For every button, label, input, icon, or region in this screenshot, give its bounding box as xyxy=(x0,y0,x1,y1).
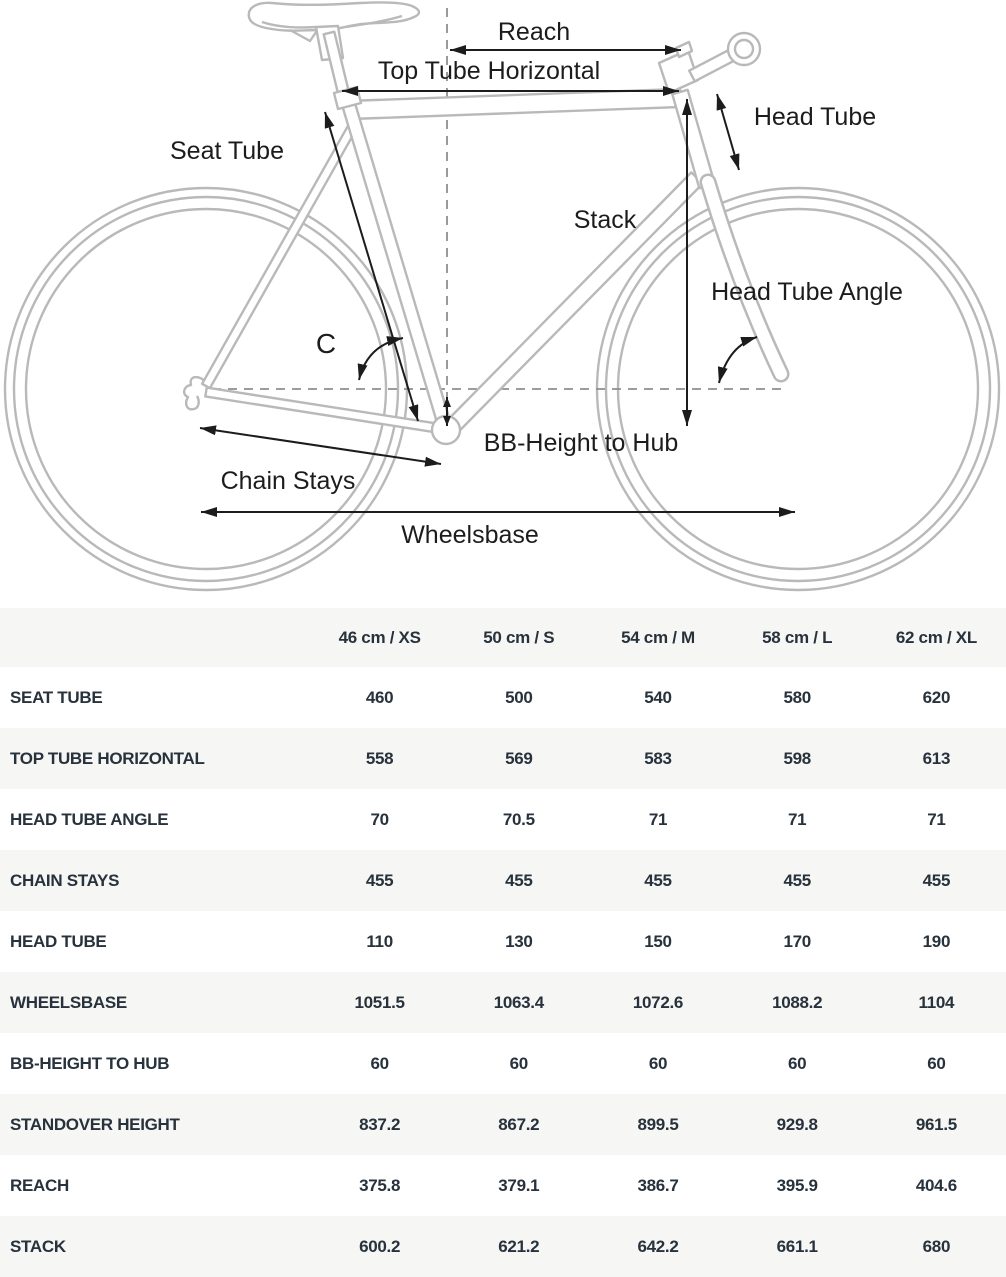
geometry-value-cell: 569 xyxy=(505,748,533,768)
head-tube-angle-arc xyxy=(719,337,757,383)
geometry-value-cell: 613 xyxy=(922,748,951,768)
geometry-value-cell: 837.2 xyxy=(359,1114,401,1134)
top-tube xyxy=(347,89,680,119)
geometry-value-cell: 455 xyxy=(783,870,811,890)
geometry-value-cell: 583 xyxy=(644,748,672,768)
geometry-value-cell: 580 xyxy=(783,687,811,707)
geometry-value-cell: 961.5 xyxy=(915,1114,957,1134)
geometry-value-cell: 621.2 xyxy=(498,1236,540,1256)
geometry-value-cell: 1063.4 xyxy=(493,992,544,1012)
geometry-value-cell: 404.6 xyxy=(915,1175,957,1195)
geometry-row-label: STACK xyxy=(10,1236,66,1256)
table-row xyxy=(0,667,1006,728)
table-row xyxy=(0,972,1006,1033)
size-column-header: 50 cm / S xyxy=(483,627,555,647)
geometry-value-cell: 867.2 xyxy=(498,1114,540,1134)
size-column-header: 58 cm / L xyxy=(762,627,833,647)
geometry-table-section xyxy=(0,608,1006,1277)
size-header-row xyxy=(0,608,1006,667)
geometry-value-cell: 642.2 xyxy=(637,1236,679,1256)
chain-stays-arrow xyxy=(200,428,441,464)
geometry-value-cell: 375.8 xyxy=(359,1175,401,1195)
reach-label: Reach xyxy=(497,18,571,46)
geometry-value-cell: 1104 xyxy=(918,992,955,1012)
geometry-value-cell: 71 xyxy=(927,809,946,829)
geometry-value-cell: 379.1 xyxy=(498,1175,540,1195)
geometry-value-cell: 500 xyxy=(505,687,533,707)
geometry-value-cell: 1088.2 xyxy=(772,992,823,1012)
geometry-value-cell: 1072.6 xyxy=(632,992,684,1012)
head-tube-angle-label: Head Tube Angle xyxy=(711,278,903,306)
geometry-value-cell: 598 xyxy=(783,748,811,768)
geometry-value-cell: 110 xyxy=(366,931,393,951)
geometry-value-cell: 899.5 xyxy=(637,1114,679,1134)
corner-cell xyxy=(0,608,310,667)
seat-tube-label: Seat Tube xyxy=(170,137,284,165)
head-tube-label: Head Tube xyxy=(753,103,877,131)
table-row xyxy=(0,1033,1006,1094)
geometry-table xyxy=(0,608,1006,1277)
geometry-value-cell: 929.8 xyxy=(776,1114,818,1134)
geometry-value-cell: 558 xyxy=(365,748,394,768)
wheelsbase-label: Wheelsbase xyxy=(401,521,539,549)
geometry-value-cell: 71 xyxy=(648,809,668,829)
geometry-table-body xyxy=(0,667,1006,1277)
geometry-value-cell: 661.1 xyxy=(776,1236,818,1256)
geometry-value-cell: 60 xyxy=(648,1053,668,1073)
geometry-value-cell: 455 xyxy=(922,870,951,890)
head-tube-arrow xyxy=(717,94,739,170)
table-row xyxy=(0,789,1006,850)
chain-stays-label: Chain Stays xyxy=(220,467,356,495)
geometry-value-cell: 386.7 xyxy=(637,1175,679,1195)
geometry-row-label: HEAD TUBE ANGLE xyxy=(10,809,169,829)
table-row xyxy=(0,1216,1006,1277)
geometry-row-label: WHEELSBASE xyxy=(10,992,127,1012)
front-wheel xyxy=(597,188,999,590)
geometry-value-cell: 540 xyxy=(644,687,672,707)
geometry-value-cell: 190 xyxy=(922,931,951,951)
bike-geometry-svg xyxy=(0,0,1006,600)
geometry-value-cell: 620 xyxy=(922,687,951,707)
size-column-header: 54 cm / M xyxy=(621,627,695,647)
geometry-value-cell: 600.2 xyxy=(359,1236,401,1256)
bb-height-to-hub-label: BB-Height to Hub xyxy=(483,429,679,457)
geometry-row-label: CHAIN STAYS xyxy=(10,870,120,890)
bike-geometry-diagram xyxy=(0,0,1006,600)
geometry-value-cell: 60 xyxy=(927,1053,946,1073)
geometry-table-header xyxy=(0,608,1006,667)
table-row xyxy=(0,728,1006,789)
handlebar-grip-inner xyxy=(735,40,753,58)
geometry-row-label: HEAD TUBE xyxy=(10,931,107,951)
geometry-value-cell: 60 xyxy=(370,1053,389,1073)
geometry-value-cell: 680 xyxy=(922,1236,951,1256)
geometry-row-label: REACH xyxy=(10,1175,69,1195)
size-column-header: 62 cm / XL xyxy=(895,627,977,647)
geometry-value-cell: 150 xyxy=(644,931,672,951)
geometry-value-cell: 60 xyxy=(788,1053,807,1073)
geometry-value-cell: 455 xyxy=(505,870,533,890)
stack-label: Stack xyxy=(573,206,637,234)
geometry-value-cell: 130 xyxy=(505,931,533,951)
geometry-value-cell: 1051.5 xyxy=(354,992,405,1012)
seat-tube-frame xyxy=(341,97,452,432)
seat-angle-c-label: C xyxy=(315,328,337,359)
geometry-value-cell: 395.9 xyxy=(776,1175,818,1195)
geometry-row-label: SEAT TUBE xyxy=(10,687,103,707)
geometry-value-cell: 70.5 xyxy=(502,809,535,829)
table-row xyxy=(0,850,1006,911)
seat-post xyxy=(324,32,350,97)
geometry-row-label: BB-HEIGHT TO HUB xyxy=(10,1053,170,1073)
geometry-row-label: TOP TUBE HORIZONTAL xyxy=(10,748,205,768)
geometry-value-cell: 455 xyxy=(644,870,672,890)
geometry-value-cell: 170 xyxy=(783,931,811,951)
top-tube-horizontal-label: Top Tube Horizontal xyxy=(377,57,601,85)
table-row xyxy=(0,1155,1006,1216)
geometry-value-cell: 460 xyxy=(365,687,394,707)
size-column-header: 46 cm / XS xyxy=(338,627,421,647)
geometry-value-cell: 70 xyxy=(370,809,389,829)
table-row xyxy=(0,911,1006,972)
geometry-row-label: STANDOVER HEIGHT xyxy=(10,1114,180,1134)
table-row xyxy=(0,1094,1006,1155)
geometry-value-cell: 60 xyxy=(509,1053,528,1073)
geometry-value-cell: 455 xyxy=(365,870,394,890)
geometry-value-cell: 71 xyxy=(788,809,807,829)
